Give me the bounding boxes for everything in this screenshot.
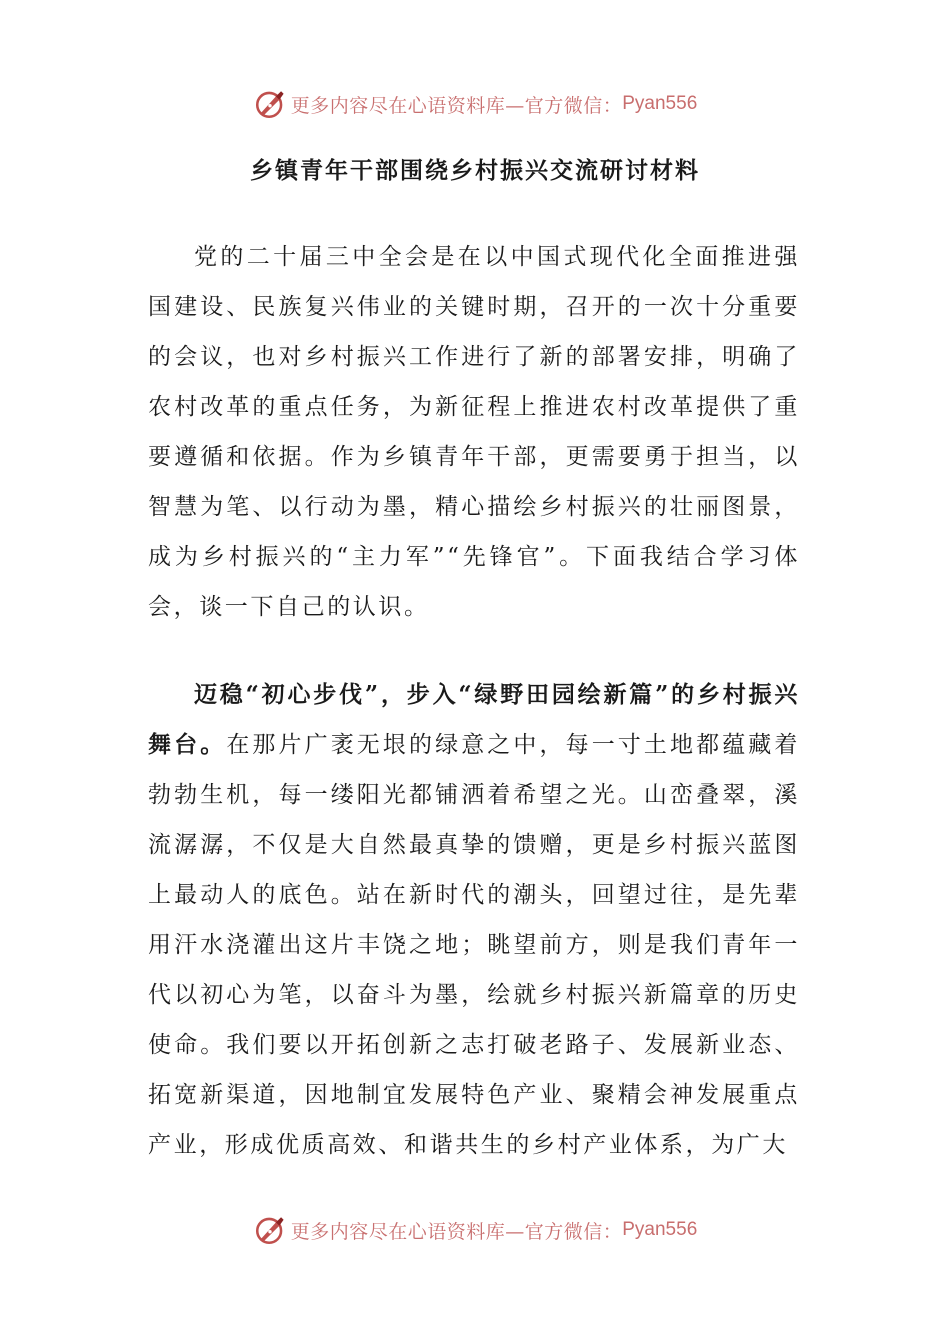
paragraph-intro: 党的二十届三中全会是在以中国式现代化全面推进强国建设、民族复兴伟业的关键时期，召开的一次十分重要的会议，也对乡村振兴工作进行了新的部署安排，明确了农村改革的重点任务，为新征程上推进农村改革提供了重要遵循和依据。作为乡镇青年干部，更需要勇于担当，以智慧为笔、以行动为墨，精心描绘乡村振兴的壮丽图景，成为乡村振兴的“主力军”“先锋官”。下面我结合学习体会，谈一下自己的认识。	[148, 244, 800, 620]
paragraph-section-1	[148, 670, 800, 1170]
document-body	[148, 232, 800, 1170]
watermark-footer	[0, 1210, 950, 1250]
watermark-header	[0, 84, 950, 124]
pen-nib-circle-logo-icon	[253, 87, 287, 121]
pen-nib-circle-logo-icon	[253, 1213, 287, 1247]
watermark-text: 更多内容尽在心语资料库—官方微信：	[290, 1220, 623, 1243]
watermark-wechat-id: Pyan556	[622, 1219, 698, 1240]
section-heading-lead: 迈稳“初心步伐”，步入“绿野田园绘新篇”的乡村振兴舞台。	[148, 681, 800, 758]
watermark-wechat-id: Pyan556	[622, 93, 698, 114]
watermark-text: 更多内容尽在心语资料库—官方微信：	[290, 94, 623, 117]
document-title: 乡镇青年干部围绕乡村振兴交流研讨材料	[250, 157, 700, 184]
section-body-text: 在那片广袤无垠的绿意之中，每一寸土地都蕴藏着勃勃生机，每一缕阳光都铺洒着希望之光。山峦叠翠，溪流潺潺，不仅是大自然最真挚的馈赠，更是乡村振兴蓝图上最动人的底色。站在新时代的潮头，回望过往，是先辈用汗水浇灌出这片丰饶之地；眺望前方，则是我们青年一代以初心为笔，以奋斗为墨，绘就乡村振兴新篇章的历史使命。我们要以开拓创新之志打破老路子、发展新业态、拓宽新渠道，因地制宜发展特色产业、聚精会神发展重点产业，形成优质高效、和谐共生的乡村产业体系，为广大	[148, 732, 800, 1158]
